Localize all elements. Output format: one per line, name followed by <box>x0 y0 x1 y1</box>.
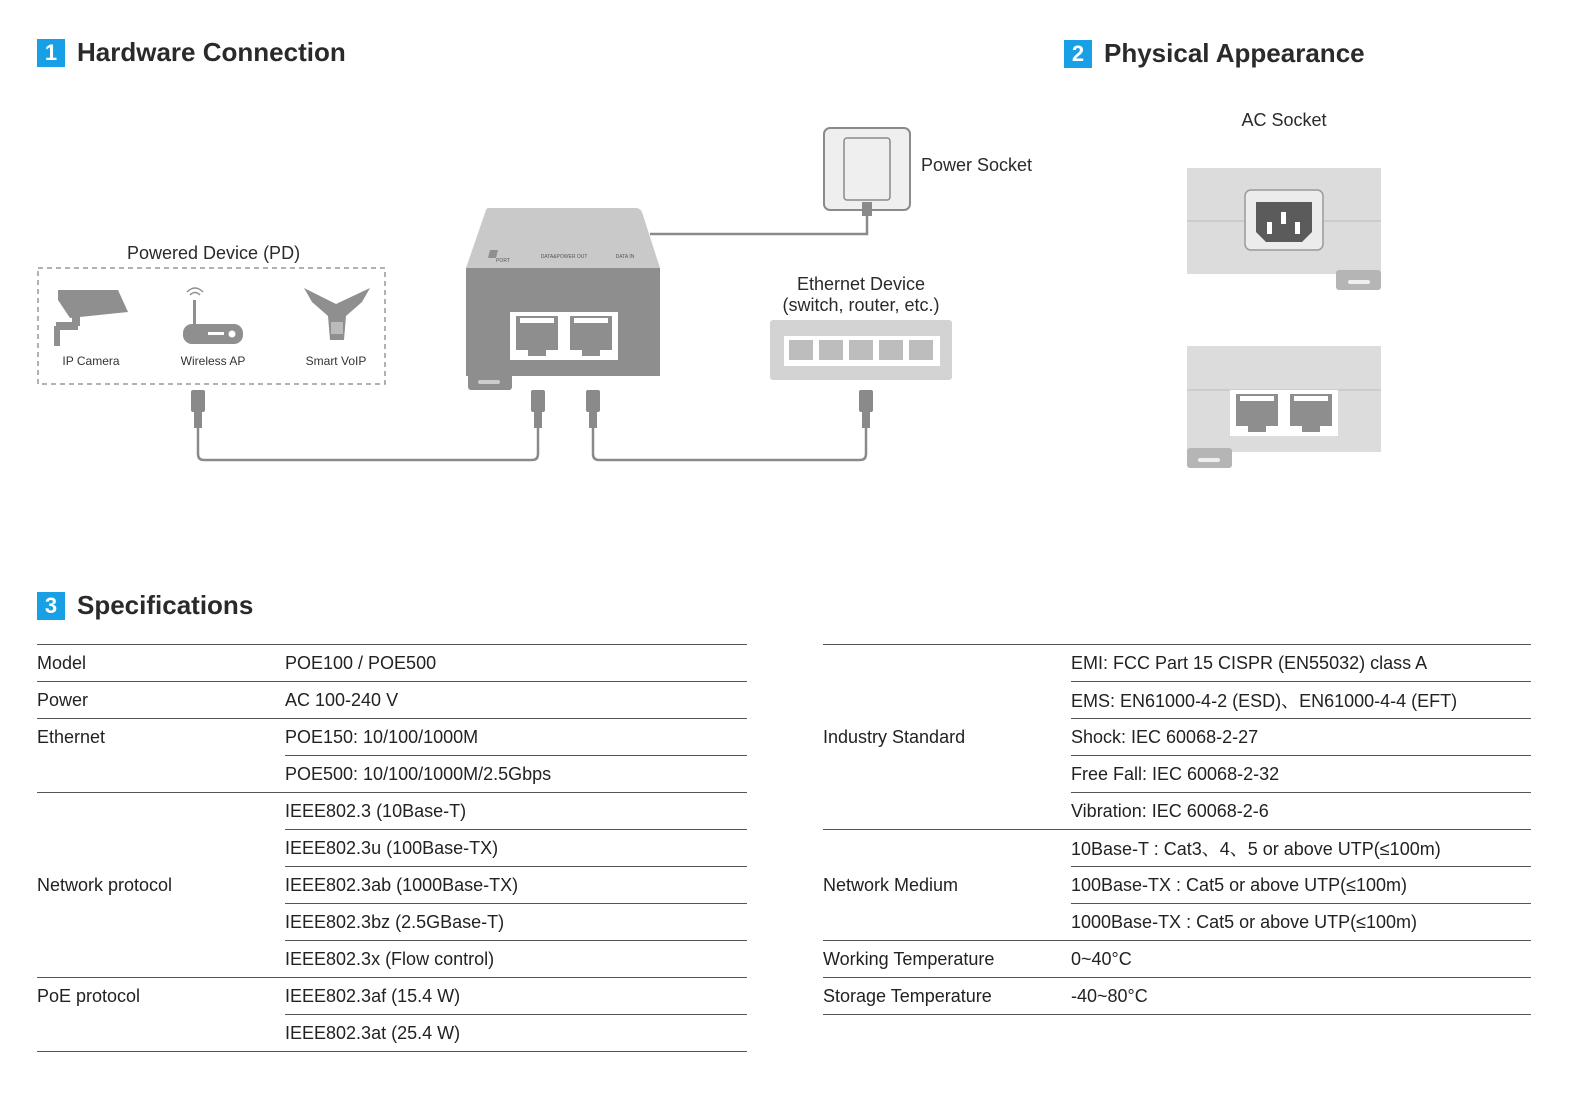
powered-device-label: Powered Device (PD) <box>127 243 301 263</box>
table-row <box>823 645 1531 682</box>
table-row <box>37 682 747 719</box>
spec-value: Vibration: IEC 60068-2-6 <box>1071 793 1531 830</box>
switch-cable-connector <box>859 390 873 428</box>
ac-socket-side-view <box>1187 168 1381 290</box>
spec-category: PoE protocol <box>37 978 285 1052</box>
ac-socket-label: AC Socket <box>1241 110 1327 130</box>
injector-port-label: PORT <box>496 258 510 264</box>
spec-value: POE100 / POE500 <box>285 645 747 682</box>
wireless-ap-icon <box>183 288 243 344</box>
injector-out-label: DATA&POWER OUT <box>540 254 588 260</box>
spec-category: Industry Standard <box>823 645 1071 830</box>
ethernet-device-label: Ethernet Device <box>796 274 926 294</box>
spec-value: IEEE802.3ab (1000Base-TX) <box>285 867 747 904</box>
ip-camera-icon <box>54 290 128 346</box>
table-row <box>37 645 747 682</box>
ethernet-switch-icon <box>770 320 952 380</box>
section-number-badge: 3 <box>37 592 65 620</box>
spec-value: IEEE802.3af (15.4 W) <box>285 978 747 1015</box>
ip-camera-label: IP Camera <box>62 354 120 368</box>
section-title-text: Hardware Connection <box>77 37 346 67</box>
table-row <box>37 719 747 756</box>
spec-category: Network protocol <box>37 793 285 978</box>
spec-value: 100Base-TX : Cat5 or above UTP(≤100m) <box>1071 867 1531 904</box>
injector-cable-connectors <box>531 390 600 428</box>
pd-to-injector-cable <box>198 428 538 460</box>
injector-to-switch-cable <box>593 428 866 460</box>
table-row <box>823 978 1531 1015</box>
spec-value: POE500: 10/100/1000M/2.5Gbps <box>285 756 747 793</box>
section-number-badge: 2 <box>1064 40 1092 68</box>
table-row <box>823 941 1531 978</box>
spec-value: IEEE802.3 (10Base-T) <box>285 793 747 830</box>
specs-table-left <box>37 644 747 1052</box>
pd-cable-connector <box>191 390 205 428</box>
spec-value: POE150: 10/100/1000M <box>285 719 747 756</box>
spec-value: Free Fall: IEC 60068-2-32 <box>1071 756 1531 793</box>
power-socket-label: Power Socket <box>921 155 1033 175</box>
spec-value: EMI: FCC Part 15 CISPR (EN55032) class A <box>1071 645 1531 682</box>
spec-value: 0~40°C <box>1071 941 1531 978</box>
wireless-ap-label: Wireless AP <box>180 354 246 368</box>
spec-category: Working Temperature <box>823 941 1071 978</box>
spec-category: Storage Temperature <box>823 978 1071 1015</box>
spec-value: IEEE802.3x (Flow control) <box>285 941 747 978</box>
section-title-text: Physical Appearance <box>1104 38 1365 68</box>
table-row <box>37 793 747 830</box>
spec-value: 1000Base-TX : Cat5 or above UTP(≤100m) <box>1071 904 1531 941</box>
ethernet-device-sublabel: (switch, router, etc.) <box>782 295 940 315</box>
spec-value: -40~80°C <box>1071 978 1531 1015</box>
poe-injector-icon <box>466 208 660 390</box>
section-title-text: Specifications <box>77 590 254 620</box>
injector-in-label: DATA IN <box>615 254 635 260</box>
spec-value: 10Base-T : Cat3、4、5 or above UTP(≤100m) <box>1071 830 1531 867</box>
spec-value: AC 100-240 V <box>285 682 747 719</box>
section-number-badge: 1 <box>37 39 65 67</box>
spec-category: Power <box>37 682 285 719</box>
spec-value: IEEE802.3u (100Base-TX) <box>285 830 747 867</box>
specs-table-right <box>823 644 1531 1015</box>
table-row <box>37 978 747 1015</box>
section-title-specs <box>37 590 253 621</box>
smart-voip-icon <box>304 288 370 340</box>
spec-value: EMS: EN61000-4-2 (ESD)、EN61000-4-4 (EFT) <box>1071 682 1531 719</box>
spec-category: Ethernet <box>37 719 285 793</box>
spec-value: Shock: IEC 60068-2-27 <box>1071 719 1531 756</box>
spec-category: Network Medium <box>823 830 1071 941</box>
spec-value: IEEE802.3at (25.4 W) <box>285 1015 747 1052</box>
spec-category: Model <box>37 645 285 682</box>
ethernet-port-side-view <box>1187 346 1381 468</box>
power-cable <box>650 216 867 234</box>
power-adapter-icon <box>824 128 910 210</box>
table-row <box>823 830 1531 867</box>
smart-voip-label: Smart VoIP <box>305 354 367 368</box>
spec-value: IEEE802.3bz (2.5GBase-T) <box>285 904 747 941</box>
